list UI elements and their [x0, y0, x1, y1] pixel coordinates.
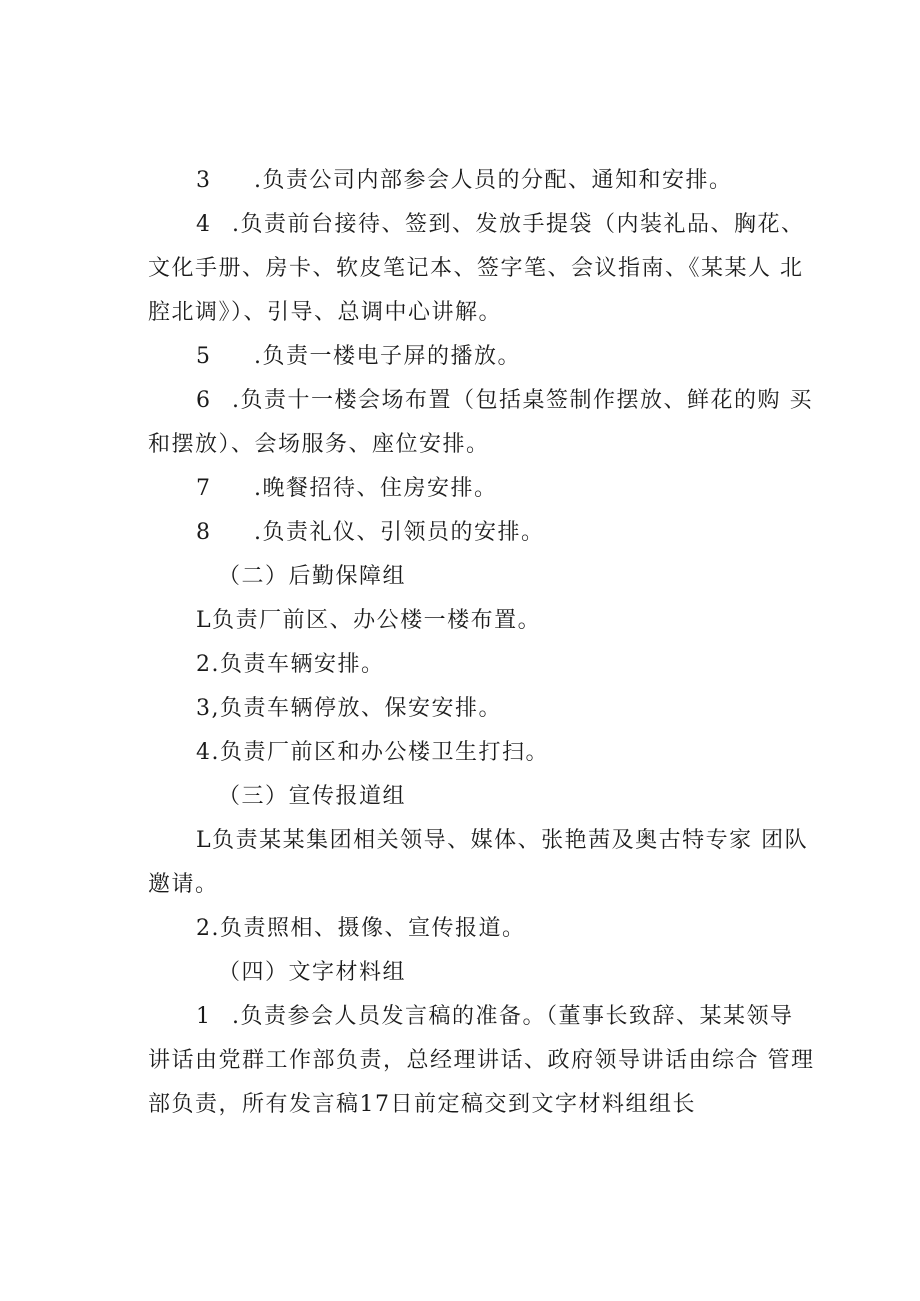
paragraph-line: 和摆放）、会场服务、座位安排。 — [148, 432, 490, 457]
list-item: 2.负责照相、摄像、宣传报道。 — [196, 916, 526, 941]
list-item-1 — [196, 1002, 851, 1032]
list-item-7 — [196, 474, 851, 504]
item-text: .负责一楼电子屏的播放。 — [254, 344, 521, 369]
list-item: 3,负责车辆停放、保安安排。 — [196, 696, 502, 721]
item-number: 7 — [196, 476, 212, 501]
item-number: 5 — [196, 344, 212, 369]
item-number: 1 — [196, 1004, 212, 1029]
list-item-3 — [196, 166, 851, 196]
paragraph-line: 讲话由党群工作部负责，总经理讲话、政府领导讲话由综合 管理 — [148, 1048, 815, 1073]
item-text: .负责前台接待、签到、发放手提袋（内装礼品、胸花、 — [232, 212, 805, 237]
item-text: .负责公司内部参会人员的分配、通知和安排。 — [254, 168, 733, 193]
item-text: .负责礼仪、引领员的安排。 — [254, 520, 545, 545]
item-number: 4 — [196, 212, 212, 237]
section-heading-logistics: （二）后勤保障组 — [218, 564, 407, 589]
item-text: .晚餐招待、住房安排。 — [254, 476, 498, 501]
paragraph-line: 腔北调》）、引导、总调中心讲解。 — [148, 300, 503, 325]
list-item: L负责某某集团相关领导、媒体、张艳茜及奥古特专家 团队 — [196, 828, 809, 853]
paragraph-line: 部负责，所有发言稿17日前定稿交到文字材料组组长 — [148, 1092, 696, 1117]
item-number: 6 — [196, 388, 212, 413]
list-item: L负责厂前区、办公楼一楼布置。 — [196, 608, 542, 633]
item-text: .负责十一楼会场布置（包括桌签制作摆放、鲜花的购 买 — [232, 388, 813, 413]
paragraph-line: 邀请。 — [148, 872, 219, 897]
list-item-5 — [196, 342, 851, 372]
list-item-6 — [196, 386, 851, 416]
section-heading-publicity: （三）宣传报道组 — [218, 784, 407, 809]
item-number: 8 — [196, 520, 212, 545]
paragraph-line: 文化手册、房卡、软皮笔记本、签字笔、会议指南、《某某人 北 — [148, 256, 804, 281]
item-number: 3 — [196, 168, 212, 193]
list-item: 4.负责厂前区和办公楼卫生打扫。 — [196, 740, 549, 765]
list-item: 2.负责车辆安排。 — [196, 652, 385, 677]
list-item-4 — [196, 210, 851, 240]
section-heading-materials: （四）文字材料组 — [218, 960, 407, 985]
item-text: .负责参会人员发言稿的准备。（董事长致辞、某某领导 — [232, 1004, 794, 1029]
list-item-8 — [196, 518, 851, 548]
